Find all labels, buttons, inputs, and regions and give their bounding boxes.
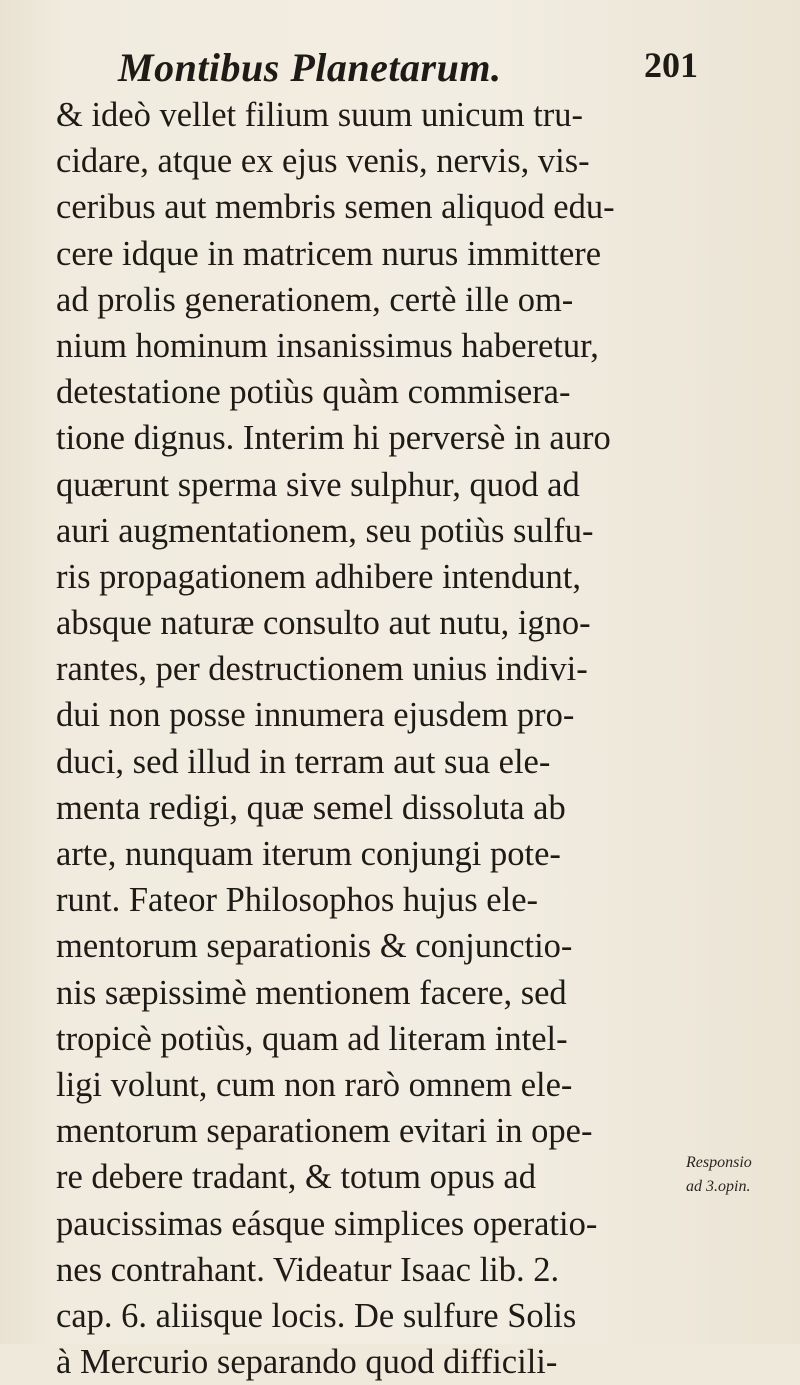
page-header (0, 40, 800, 100)
text-line: cere idque in matricem nurus immittere (56, 234, 602, 273)
text-line: arte, nunquam iterum conjungi pote- (56, 835, 561, 873)
text-line: auri augmentationem, seu potiùs sulfu- (56, 511, 594, 550)
text-line: à Mercurio separando quod difficili- (56, 1343, 558, 1382)
text-line: duci, sed illud in terram aut sua ele- (56, 742, 551, 781)
text-line: runt. Fateor Philosophos hujus ele- (56, 881, 539, 920)
text-line: cap. 6. aliisque locis. De sulfure Solis (56, 1296, 577, 1335)
text-line: menta redigi, quæ semel dissoluta ab (56, 788, 566, 827)
running-head: Montibus Planetarum. (118, 45, 502, 90)
text-line: rantes, per destructionem unius indivi- (56, 650, 588, 689)
text-line: cidare, atque ex ejus venis, nervis, vis- (56, 142, 590, 181)
text-line: nes contrahant. Videatur Isaac lib. 2. (56, 1250, 560, 1289)
text-line: dui non posse innumera ejusdem pro- (56, 696, 575, 735)
text-line: nium hominum insanissimus haberetur, (56, 326, 599, 365)
text-line: ligi volunt, cum non rarò omnem ele- (56, 1065, 573, 1104)
text-line: tione dignus. Interim hi perversè in auro (56, 419, 611, 458)
text-line: tropicè potiùs, quam ad literam intel- (56, 1019, 568, 1058)
text-line: ris propagationem adhibere intendunt, (56, 557, 582, 596)
text-line: absque naturæ consulto aut nutu, igno- (56, 604, 591, 643)
text-line: detestatione potiùs quàm commisera- (56, 373, 571, 412)
text-line: quærunt sperma sive sulphur, quod ad (56, 465, 580, 504)
body-text (56, 92, 676, 1385)
text-line: re debere tradant, & totum opus ad (56, 1158, 536, 1197)
text-line: ad prolis generationem, certè ille om- (56, 280, 574, 319)
margin-note-line-2: ad 3.opin. (686, 1178, 751, 1195)
text-line: mentorum separationis & conjunctio- (56, 927, 573, 966)
text-line: ceribus aut membris semen aliquod edu- (56, 188, 615, 227)
margin-note-line-1: Responsio (686, 1154, 752, 1171)
text-line: paucissimas eásque simplices operatio- (56, 1204, 598, 1243)
text-line: mentorum separationem evitari in ope- (56, 1112, 593, 1151)
text-line: nis sæpissimè mentionem facere, sed (56, 973, 567, 1012)
page-number: 201 (644, 45, 698, 85)
text-line: & ideò vellet filium suum unicum tru- (56, 96, 584, 134)
